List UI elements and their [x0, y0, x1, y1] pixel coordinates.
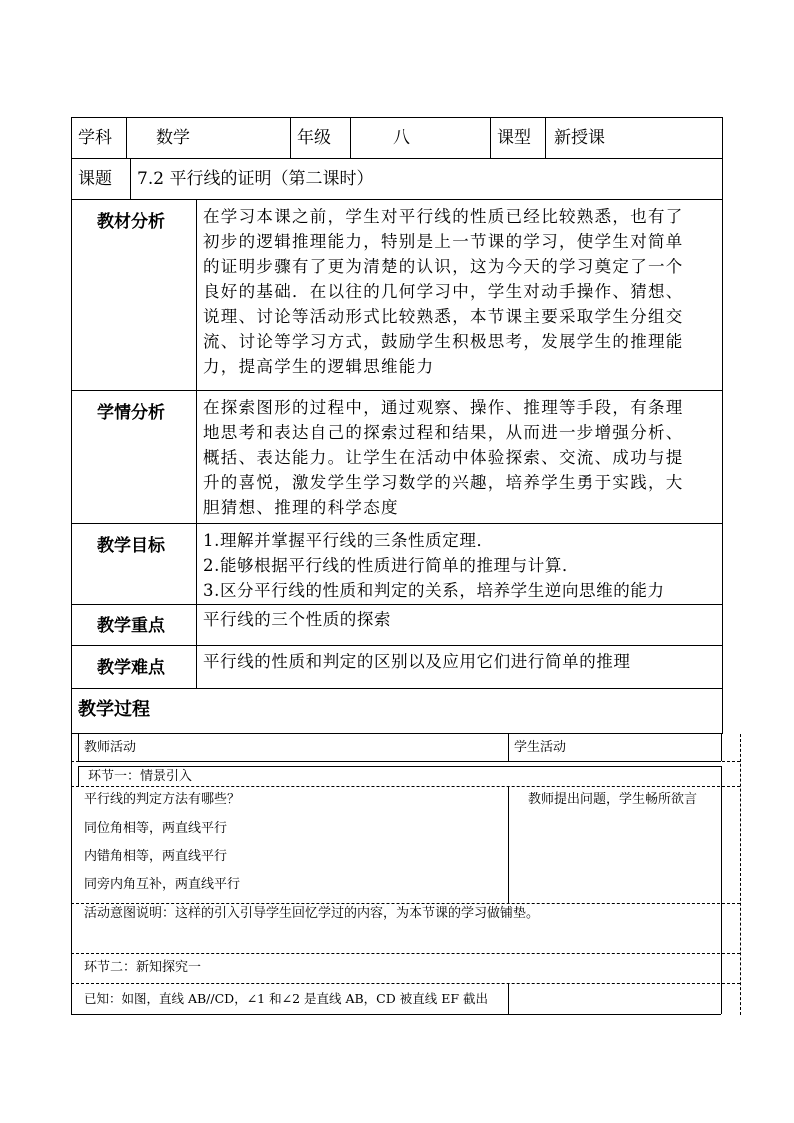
subject-label: 学科: [78, 128, 112, 148]
row-divider: [71, 199, 723, 200]
topic-value: 7.2 平行线的证明（第二课时）: [137, 169, 374, 189]
section-line: 概括、表达能力。让学生在活动中体验探索、交流、成功与提: [203, 448, 684, 467]
inner-frame: [78, 734, 79, 761]
row-divider: [71, 604, 723, 605]
section-label-key-points: 教学重点: [97, 616, 165, 636]
section-line: 流、讨论等学习方式，鼓励学生积极思考，发展学生的推理能: [203, 332, 684, 351]
section-body-difficulties: [203, 649, 631, 674]
section-line: 3.区分平行线的性质和判定的关系，培养学生逆向思维的能力: [203, 581, 665, 600]
section-label-teaching-goals: 教学目标: [97, 536, 165, 556]
inner-frame: [721, 953, 722, 983]
inner-frame: [78, 761, 721, 762]
row-divider: [71, 523, 723, 524]
row-divider: [71, 158, 723, 159]
subject-value: 数学: [156, 128, 190, 148]
col-divider: [545, 117, 546, 158]
section-body-key-points: [203, 607, 391, 632]
inner-frame: [721, 903, 722, 953]
inner-frame: [721, 983, 722, 1014]
stage-1-line: 同旁内角互补，两直线平行: [84, 877, 241, 892]
process-divider: [71, 903, 740, 904]
stage-1-line: 内错角相等，两直线平行: [84, 849, 228, 864]
stage-1-line: 同位角相等，两直线平行: [84, 821, 228, 836]
section-line: 在学习本课之前，学生对平行线的性质已经比较熟悉，也有了: [203, 207, 684, 226]
teacher-activity-header: 教师活动: [84, 740, 137, 755]
section-line: 平行线的性质和判定的区别以及应用它们进行简单的推理: [203, 652, 631, 671]
section-line: 良好的基础．在以往的几何学习中，学生对动手操作、猜想、: [203, 282, 684, 301]
process-divider: [71, 953, 740, 954]
section-body-teaching-goals: [203, 528, 665, 603]
section-line: 力，提高学生的逻辑思维能力: [203, 357, 435, 376]
inner-frame: [78, 766, 721, 767]
section-line: 1.理解并掌握平行线的三条性质定理．: [203, 531, 494, 550]
process-right-border: [740, 734, 741, 1015]
section-body-textbook-analysis: [203, 204, 684, 379]
student-activity-header: 学生活动: [514, 740, 567, 755]
process-divider: [71, 983, 740, 984]
inner-frame: [721, 786, 722, 903]
grade-value: 八: [393, 128, 410, 148]
section-line: 胆猜想、推理的科学态度: [203, 498, 399, 517]
section-line: 2.能够根据平行线的性质进行简单的推理与计算．: [203, 556, 580, 575]
section-label-difficulties: 教学难点: [97, 658, 165, 678]
col-divider: [350, 117, 351, 158]
section-label-student-analysis: 学情分析: [97, 403, 165, 423]
section-line: 平行线的三个性质的探索: [203, 610, 392, 629]
inner-frame: [508, 786, 509, 903]
section-line: 初步的逻辑推理能力，特别是上一节课的学习，使学生对简单: [203, 232, 684, 251]
col-divider: [490, 117, 491, 158]
row-divider: [71, 390, 723, 391]
section-label-textbook-analysis: 教材分析: [97, 212, 165, 232]
inner-frame: [721, 766, 722, 786]
section-body-student-analysis: [203, 395, 684, 520]
type-label: 课型: [497, 128, 531, 148]
process-title: 教学过程: [78, 699, 150, 720]
stage-1-student-activity: 教师提出问题，学生畅所欲言: [528, 792, 698, 807]
process-bottom-border: [71, 1014, 721, 1015]
col-divider: [196, 199, 197, 688]
section-line: 说理、讨论等活动形式比较熟悉，本节课主要采取学生分组交: [203, 307, 684, 326]
section-line: 在探索图形的过程中，通过观察、操作、推理等手段，有条理: [203, 398, 684, 417]
process-left-border: [71, 734, 72, 1015]
type-value: 新授课: [554, 128, 605, 148]
section-line: 的证明步骤有了更为清楚的认识，这为今天的学习奠定了一个: [203, 257, 684, 276]
grade-label: 年级: [297, 128, 331, 148]
section-line: 地思考和表达自己的探索过程和结果，从而进一步增强分析、: [203, 423, 684, 442]
col-divider: [130, 158, 131, 199]
inner-frame: [508, 983, 509, 1014]
stage-2-title: 环节二：新知探究一: [84, 960, 202, 975]
row-divider: [71, 645, 723, 646]
inner-frame: [508, 734, 509, 761]
topic-label: 课题: [78, 169, 112, 189]
activity-intent: 活动意图说明：这样的引入引导学生回忆学过的内容，为本节课的学习做铺垫。: [84, 906, 540, 921]
stage-1-title: 环节一：情景引入: [88, 769, 193, 784]
process-divider: [71, 786, 740, 787]
known-condition: 已知：如图，直线 AB//CD，∠1 和∠2 是直线 AB，CD 被直线 EF 截出: [84, 991, 488, 1006]
row-divider: [71, 688, 723, 689]
inner-frame: [78, 766, 79, 786]
col-divider: [126, 117, 127, 158]
inner-frame: [721, 734, 722, 761]
stage-1-line: 平行线的判定方法有哪些？: [84, 792, 241, 807]
col-divider: [290, 117, 291, 158]
section-line: 升的喜悦，激发学生学习数学的兴趣，培养学生勇于实践，大: [203, 473, 684, 492]
